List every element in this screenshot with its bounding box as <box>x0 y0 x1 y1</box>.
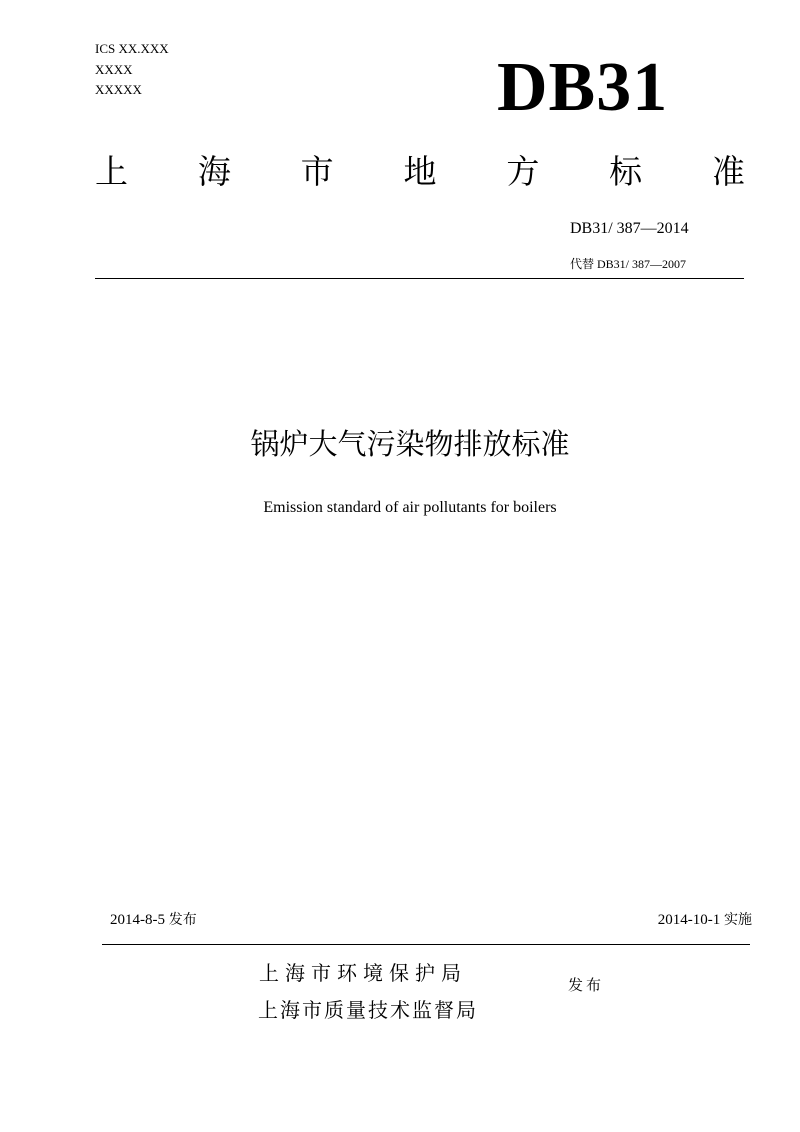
issue-date <box>110 909 197 931</box>
replaces-standard: 代替 DB31/ 387—2007 <box>570 257 687 271</box>
top-divider <box>95 278 744 279</box>
standard-number: DB31/ 387—2014 <box>570 220 689 237</box>
document-title-en: Emission standard of air pollutants for boilers <box>263 499 557 516</box>
header-char: 地 <box>403 152 437 191</box>
header-char: 市 <box>300 152 334 191</box>
implementation-date-suffix: 实施 <box>724 912 752 928</box>
issuer-quality-bureau: 上海市质量技术监督局 <box>258 998 478 1022</box>
header-char: 准 <box>711 152 745 191</box>
bottom-divider <box>102 944 750 945</box>
classification-code-3: XXXXX <box>95 82 142 97</box>
issue-label: 发布 <box>568 976 605 994</box>
standard-logo: DB31 <box>497 49 669 126</box>
implementation-date-value: 2014-10-1 <box>657 912 721 928</box>
classification-code-2: XXXX <box>95 62 133 77</box>
header-title <box>95 150 745 194</box>
header-char: 方 <box>506 152 540 191</box>
issuer-environmental-bureau: 上海市环境保护局 <box>259 961 467 985</box>
implementation-date <box>658 909 752 931</box>
header-char: 上 <box>95 152 128 191</box>
document-title-cn: 锅炉大气污染物排放标准 <box>250 427 570 461</box>
header-char: 海 <box>197 152 231 191</box>
ics-code: ICS XX.XXX <box>95 41 169 56</box>
header-char: 标 <box>609 152 643 191</box>
issue-date-suffix: 发布 <box>168 912 197 928</box>
issue-date-value: 2014-8-5 <box>110 912 165 928</box>
